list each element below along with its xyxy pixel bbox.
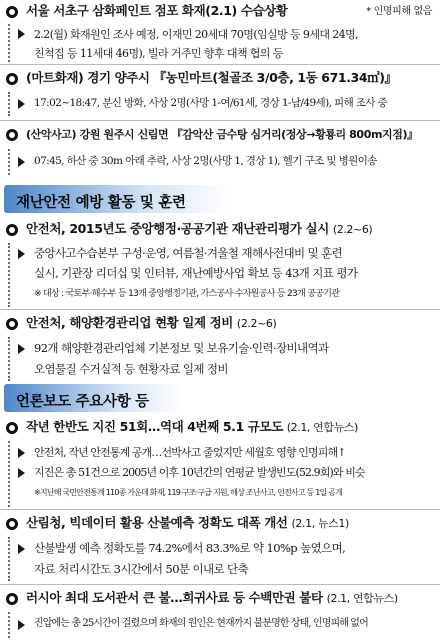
bullet-icon [6,73,18,85]
detail-line: 산불발생 예측 정확도를 74.2%에서 83.3%로 약 10%p 높였으며, [34,541,346,555]
detail-line: 자료 처리시간도 3시간에서 50분 이내로 단축 [34,562,249,576]
section-title: 언론보도 주요사항 등 [16,394,149,410]
item-title-text: 산림청, 빅데이터 활용 산불예측 정확도 대폭 개선 [26,515,288,530]
detail-line: 2.2(월) 화재원인 조사 예정, 이재민 20세대 70명(임실방 등 9세대 24명, [34,28,358,41]
detail-line: 중앙사고수습본부 구성·운영, 여름철·겨울철 재해사전대비 및 훈련 [34,246,343,260]
item-russia-news [0,589,440,609]
divider [0,309,440,310]
arrow-icon [18,620,25,630]
item-seocho-fire [0,2,440,22]
item-note: * 인명피해 없음 [366,6,432,17]
arrow-icon [18,99,25,109]
arrow-icon [18,29,25,39]
bullet-icon [6,129,18,141]
item-quake-details [8,441,432,507]
item-title-text: 안전처, 해양환경관리업 현황 일제 정비 [26,315,233,330]
bullet-icon [6,593,18,605]
item-mart-details [8,92,432,116]
item-title [26,421,358,434]
item-title [26,317,276,330]
arrow-icon [18,249,25,259]
item-title-text: 작년 한반도 지진 51회…역대 4번째 5.1 규모도 [26,419,283,434]
item-title: (마트화재) 경기 양주시 『농민마트(철골조 3/0층, 1동 671.34㎡)』 [26,70,397,85]
bullet-icon [6,318,18,330]
item-source: (2.1, 연합뉴스) [286,421,358,434]
item-marine-management [0,314,440,334]
divider [0,584,440,585]
detail-line: 안전처, 작년 안전통계 공개…선박사고 줄었지만 세월호 영향 인명피해↑ [34,446,346,459]
item-russia-details [8,612,432,638]
item-date: (2.2~6) [236,317,277,330]
item-title: (산악사고) 강원 원주시 신림면 『감악산 금수탕 심거리(정상→황룡리 800m지점)』 [26,128,418,141]
item-earthquake-news [0,418,440,438]
section-banner-press [4,384,184,412]
detail-line: 친척집 등 11세대 46명), 빌라 거주민 향후 대책 협의 등 [34,47,283,60]
divider [0,64,440,65]
item-date: (2.2~6) [332,223,373,236]
detail-line: 07:45, 하산 중 30m 아래 추락, 사상 2명(사망 1, 경상 1), 헬기 구조 및 병원이송 [34,155,377,167]
item-source: (2.1, 연합뉴스) [326,592,398,605]
item-title: 서울 서초구 삼화페인트 점포 화재(2.1) 수습상황 [26,3,288,18]
item-eval-details [8,243,432,307]
arrow-icon [18,344,25,354]
arrow-icon [18,157,25,167]
item-title [26,517,349,530]
bullet-icon [6,6,18,18]
item-marine-details [8,337,432,381]
arrow-icon [18,544,25,554]
divider [0,120,440,121]
detail-line: 지진은 총 51건으로 2005년 이후 10년간의 연평균 발생빈도(52.9회)와 비슷 [34,466,365,479]
item-title [26,592,398,605]
arrow-icon [18,448,25,458]
item-mountain-accident [0,125,440,145]
divider [0,509,440,510]
item-forest-news [0,514,440,534]
detail-note: ※지난해 국민안전통계 110종 가운데 화재, 119 구조·구급 지원, 해상 조난사고, 인전사고 등 1일 공개 [34,488,343,497]
detail-line: 진압에는 총 25시간이 걸렸으며 화재의 원인은 현재까지 불분명한 상태, 인명피해 없어 [34,618,368,629]
item-source: (2.1, 뉴스1) [291,517,349,530]
detail-line: 오염물질 수거실적 등 현황자료 일제 정비 [34,362,228,376]
detail-line: 실시, 기관장 리더십 및 인터뷰, 재난예방사업 확보 등 43개 지표 평가 [34,266,358,280]
detail-line: 92개 해양환경관리업체 기본정보 및 보유기술·인력·장비내역과 [34,341,329,355]
section-title: 재난안전 예방 활동 및 훈련 [16,195,186,211]
section-banner-prevention [4,185,230,213]
bullet-icon [6,422,18,434]
item-title-text: 안전처, 2015년도 중앙행정·공공기관 재난관리평가 실시 [26,221,329,236]
item-mountain-details [8,149,432,175]
item-forest-details [8,537,432,581]
detail-line: 17:02~18:47, 분신 방화, 사상 2명(사망 1-여/61세, 경상 1-남/49세), 피해 조사 중 [34,97,388,109]
item-title [26,223,372,236]
item-disaster-evaluation [0,220,440,240]
bullet-icon [6,518,18,530]
detail-note: ※ 대상 : 국토부·해수부 등 13개 중앙행정기관, 가스공사·수자원공사 등 23개 공공기관 [34,289,340,299]
arrow-icon [18,468,25,478]
item-seocho-details [8,24,432,62]
item-title-text: 러시아 최대 도서관서 큰 불…희귀사료 등 수백만권 불타 [26,590,323,605]
bullet-icon [6,224,18,236]
item-mart-fire [0,69,440,89]
